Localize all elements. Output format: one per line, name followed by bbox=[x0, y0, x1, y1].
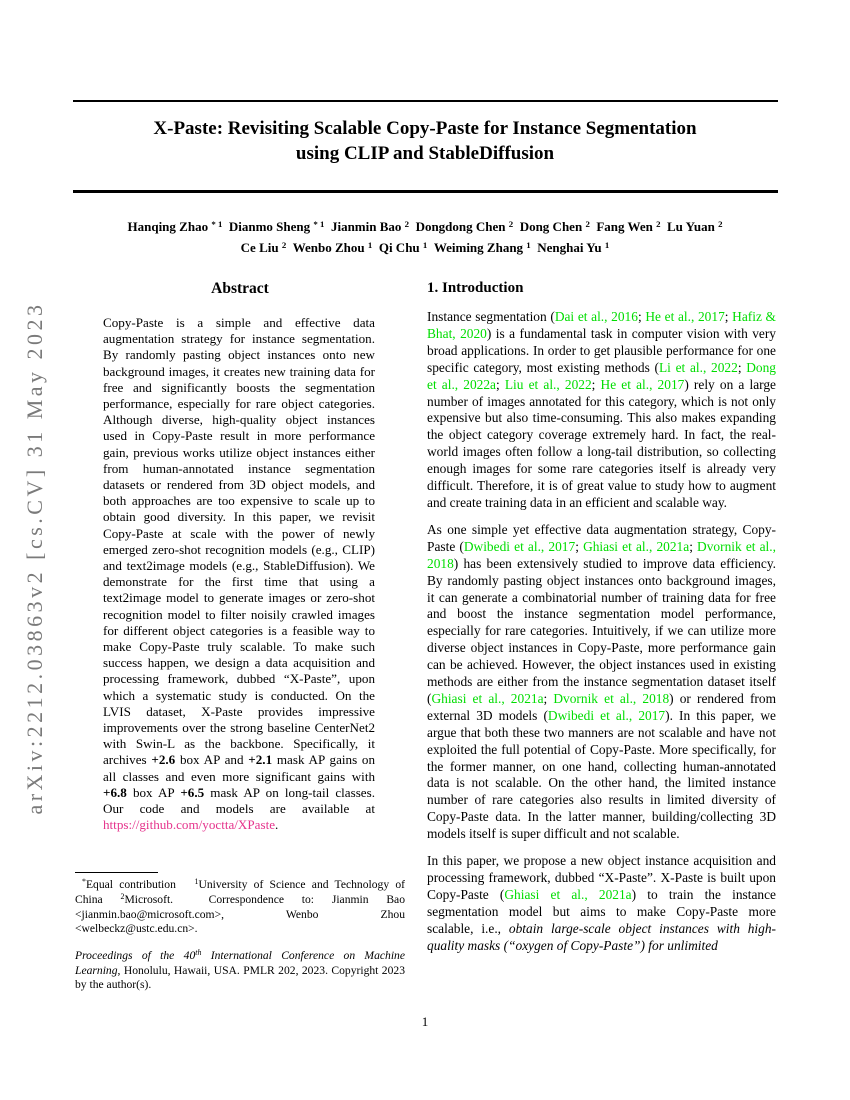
text-segment: Proceedings of the bbox=[75, 949, 184, 962]
citation-link[interactable]: Dwibedi et al., 2017 bbox=[463, 538, 576, 554]
citation-link[interactable]: He et al., 2017 bbox=[600, 376, 685, 392]
text-segment: ; bbox=[737, 359, 747, 375]
text-segment: ; bbox=[575, 538, 584, 554]
title-line-1: X-Paste: Revisiting Scalable Copy-Paste for Instance Segmentation bbox=[153, 118, 697, 139]
text-segment: 2 bbox=[281, 240, 287, 251]
citation-link[interactable]: Dwibedi et al., 2017 bbox=[547, 707, 666, 723]
text-segment: International Conference on Machine Learning bbox=[75, 949, 405, 977]
text-segment: ; bbox=[543, 690, 554, 706]
text-segment: 2 bbox=[508, 219, 514, 230]
introduction-paragraph-2 bbox=[427, 522, 776, 843]
paper-title bbox=[0, 116, 850, 166]
text-segment: As one simple yet effective data augmentation strategy, Copy-Paste ( bbox=[427, 521, 776, 554]
text-segment: Copy-Paste is a simple and effective data augmentation strategy for instance segmentation. By randomly pasting object instances onto new background images, it creates new training data for free and significantly boosts the segmentation performance, especially for rare object categories. Although diverse, high-quality object instances used in Copy-Paste result in more performance gain, previous works utilize object instances either from human-annotated instance segmentation datasets or rendered from 3D object models, and both approaches are too expensive to scale up to obtain good diversity. In this paper, we revisit Copy-Paste at scale with the power of newly emerged zero-shot recognition models (e.g., CLIP) and text2image models (e.g., StableDiffusion). We demonstrate for the first time that using a text2image model to generate images or zero-shot recognition model to filter noisily crawled images for different object categories is a feasible way to make Copy-Paste truly scalable. To make such success happen, we design a data acquisition and processing framework, dubbed “X-Paste”, upon which a systematic study is conducted. On the LVIS dataset, X-Paste provides impressive improvements over the strong baseline CenterNet2 with Swin-L as the backbone. Specifically, it archives bbox=[103, 315, 375, 768]
citation-link[interactable]: Dvornik et al., 2018 bbox=[553, 690, 670, 706]
citation-link[interactable]: Ghiasi et al., 2021a bbox=[583, 538, 690, 554]
right-column bbox=[427, 280, 776, 965]
text-segment: box AP bbox=[126, 784, 181, 800]
text-segment: ; bbox=[724, 309, 733, 324]
abstract-paragraph bbox=[103, 315, 375, 834]
text-segment: 40 bbox=[183, 949, 196, 962]
citation-link[interactable]: Ghiasi et al., 2021a bbox=[431, 690, 544, 706]
text-segment: ; bbox=[637, 309, 646, 324]
text-segment: * 1 bbox=[313, 219, 325, 230]
text-segment: , Honolulu, Hawaii, USA. PMLR 202, 2023. Copyright 2023 by the author(s). bbox=[75, 964, 405, 991]
text-segment: Wenbo Zhou bbox=[292, 240, 365, 255]
introduction-paragraph-3 bbox=[427, 853, 776, 954]
text-segment: ; bbox=[689, 538, 698, 554]
text-segment: Dong Chen bbox=[519, 219, 583, 234]
text-segment: mask AP gains on all classes and even more significant gains with bbox=[103, 752, 376, 784]
text-segment: 2 bbox=[585, 219, 590, 230]
text-segment: * 1 bbox=[211, 219, 223, 230]
text-segment: ). In this paper, we argue that both these two manners are not scalable and have not exploited the full potential of Copy-Paste. More specifically, for the former manner, on one hand, collecting human-annotated data is not scalable. On the other hand, the limited instance number of rare categories also results in limited diversity of Copy-Paste data. In the latter manner, building/collecting 3D models itself is super difficult and not scalable. bbox=[427, 707, 776, 842]
text-segment: Microsoft. Correspondence to: Jianmin Bao <jianmin.bao@microsoft.com>, Wenbo Zhou <welbeckz@ustc.edu.cn>. bbox=[75, 893, 406, 935]
footnote-rule bbox=[75, 872, 158, 873]
text-segment: Fang Wen bbox=[596, 219, 653, 234]
text-segment: * bbox=[82, 877, 86, 887]
text-segment: Jianmin Bao bbox=[330, 219, 402, 234]
text-segment: ; bbox=[496, 376, 505, 392]
text-segment: Dianmo Sheng bbox=[228, 219, 311, 234]
footnote-proceedings bbox=[75, 949, 405, 992]
text-segment: 1 bbox=[526, 240, 531, 251]
citation-link[interactable]: Dai et al., 2016 bbox=[554, 309, 638, 324]
footnote-block bbox=[75, 872, 405, 992]
text-segment: Weiming Zhang bbox=[433, 240, 524, 255]
text-segment: th bbox=[195, 948, 202, 958]
text-segment: Equal contribution bbox=[85, 878, 195, 891]
abstract-heading: Abstract bbox=[211, 280, 269, 297]
citation-link[interactable]: Ghiasi et al., 2021a bbox=[504, 886, 632, 902]
title-rule-top bbox=[73, 100, 778, 102]
text-segment: University of Science and Technology of China bbox=[75, 878, 405, 906]
arxiv-watermark-text: arXiv:2212.03863v2 [cs.CV] 31 May 2023 bbox=[22, 301, 47, 815]
text-segment: 1 bbox=[367, 240, 373, 251]
citation-link[interactable]: Dong et al., 2022a bbox=[427, 359, 776, 392]
text-segment: . bbox=[275, 817, 279, 833]
text-segment: 2 bbox=[656, 219, 661, 230]
text-segment: ) rely on a large number of images annotated for this category, which is not only expensive but also time-consuming. This also makes expanding the object category coverage extremely hard. In fact, the real-world images often follow a long-tail distribution, so collecting enough images for some rare categories itself is already very difficult. Therefore, it is of great value to study how to augment and create training data in an efficient and scalable way. bbox=[427, 376, 776, 510]
text-segment: obtain large-scale object instances with high-quality masks (“oxygen of Copy-Paste”) for unlimited bbox=[427, 920, 777, 953]
citation-link[interactable]: He et al., 2017 bbox=[645, 309, 725, 324]
text-segment: Instance segmentation ( bbox=[427, 309, 555, 324]
text-segment: +6.8 bbox=[103, 784, 127, 800]
citation-link[interactable]: Dvornik et al., 2018 bbox=[427, 538, 776, 571]
author-line-1 bbox=[0, 217, 850, 238]
text-segment: In this paper, we propose a new object instance acquisition and processing framework, dubbed “X-Paste”. X-Paste is built upon Copy-Paste ( bbox=[427, 853, 776, 902]
author-block bbox=[0, 217, 850, 259]
citation-link[interactable]: Li et al., 2022 bbox=[659, 359, 738, 375]
text-segment: ) has been extensively studied to improve data efficiency. By randomly pasting object instances onto background images, it can generate a combinatorial number of training data for free and boost the instance segmentation model performance, especially for rare categories. Intuitively, if we can utilize more diverse object instances in Copy-Paste, more performance gain can be achieved. However, the object instances used in existing methods are either from the instance segmentation dataset itself ( bbox=[427, 555, 776, 706]
footnote-contribution bbox=[75, 878, 405, 936]
text-segment: Lu Yuan bbox=[667, 219, 715, 234]
text-segment: +2.6 bbox=[151, 752, 176, 768]
introduction-heading: 1. Introduction bbox=[427, 280, 524, 296]
text-segment: box AP and bbox=[175, 752, 249, 768]
author-line-2 bbox=[0, 238, 850, 259]
text-segment: Nenghai Yu bbox=[537, 240, 602, 255]
text-segment: 2 bbox=[120, 892, 125, 902]
text-segment: Hanqing Zhao bbox=[127, 219, 209, 234]
title-rule-bottom bbox=[73, 190, 778, 193]
title-line-2: using CLIP and StableDiffusion bbox=[295, 143, 555, 164]
text-segment: 2 bbox=[404, 219, 410, 230]
text-segment: Ce Liu bbox=[240, 240, 279, 255]
url-link[interactable]: https://github.com/yoctta/XPaste bbox=[103, 817, 276, 833]
text-segment: 1 bbox=[194, 877, 199, 887]
page-number: 1 bbox=[421, 1014, 429, 1029]
introduction-paragraph-1 bbox=[427, 309, 776, 512]
citation-link[interactable]: Hafiz & Bhat, 2020 bbox=[427, 309, 776, 341]
arxiv-watermark bbox=[22, 258, 52, 858]
citation-link[interactable]: Liu et al., 2022 bbox=[504, 376, 592, 392]
text-segment: Dongdong Chen bbox=[415, 219, 506, 234]
text-segment: +2.1 bbox=[248, 752, 273, 768]
text-segment: ) or rendered from external 3D models ( bbox=[427, 690, 776, 723]
text-segment: ) to train the instance segmentation model but aims to make Copy-Paste more scalable, i.e., bbox=[427, 886, 776, 936]
text-segment: 1 bbox=[604, 240, 610, 251]
left-column bbox=[75, 280, 405, 834]
text-segment: ) is a fundamental task in computer vision with very broad applications. In order to get plausible performance for one specific category, most existing methods ( bbox=[427, 325, 776, 375]
text-segment: +6.5 bbox=[180, 784, 205, 800]
text-segment: Qi Chu bbox=[378, 240, 420, 255]
text-segment: 1 bbox=[422, 240, 428, 251]
text-segment: 2 bbox=[718, 219, 723, 230]
text-segment: ; bbox=[591, 376, 601, 392]
text-segment: mask AP on long-tail classes. Our code and models are available at bbox=[103, 784, 375, 817]
